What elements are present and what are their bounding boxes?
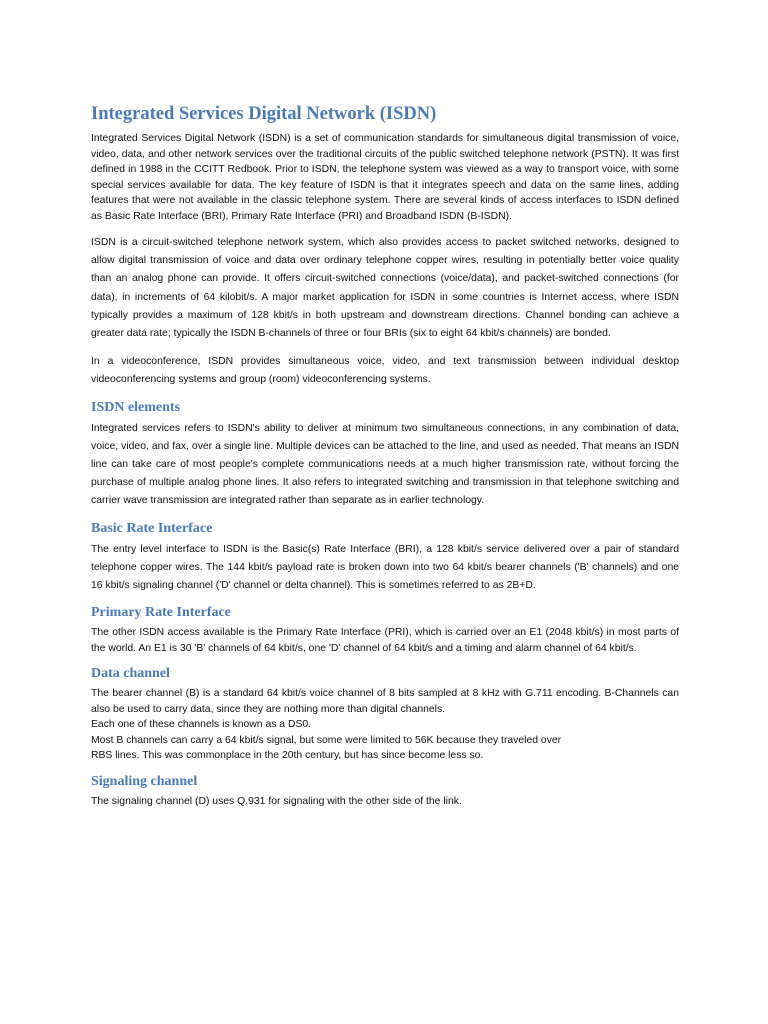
section-heading-data-channel: Data channel bbox=[91, 666, 170, 682]
intro-paragraph-1: Integrated Services Digital Network (ISDN) is a set of communication standards for simultaneous digital transmission of voice, video, data, and other network services over the traditional circuits of the public switched telephone network (PSTN). It was first defined in 1988 in the CCITT Redbook. Prior to ISDN, the telephone system was viewed as a way to transport voice, with some special services available for data. The key feature of ISDN is that it integrates speech and data on the same lines, adding features that were not available in the classic telephone system. There are several kinds of access interfaces to ISDN defined as Basic Rate Interface (BRI), Primary Rate Interface (PRI) and Broadband ISDN (B-ISDN). bbox=[91, 133, 679, 222]
section-body-primary-rate-interface: The other ISDN access available is the Primary Rate Interface (PRI), which is carried over an E1 (2048 kbit/s) in most parts of the world. An E1 is 30 'B' channels of 64 kbit/s, one 'D' channel of 64 kbit/s and a timing and alarm channel of 64 kbit/s. bbox=[91, 627, 679, 654]
data-channel-line-3: RBS lines. This was commonplace in the 20th century, but has since become less so. bbox=[91, 750, 484, 762]
section-body-data-channel: The bearer channel (B) is a standard 64 kbit/s voice channel of 8 bits sampled at 8 kHz with G.711 encoding. B-Channels can also be used to carry data, since they are nothing more than digital channels. bbox=[91, 688, 679, 715]
document-page bbox=[91, 98, 679, 809]
data-channel-line-2: Most B channels can carry a 64 kbit/s signal, but some were limited to 56K because they traveled over bbox=[91, 734, 562, 746]
intro-paragraph-3: In a videoconference, ISDN provides simultaneous voice, video, and text transmission between individual desktop videoconferencing systems and group (room) videoconferencing systems. bbox=[91, 356, 679, 386]
section-body-basic-rate-interface: The entry level interface to ISDN is the Basic(s) Rate Interface (BRI), a 128 kbit/s service delivered over a pair of standard telephone copper wires. The 144 kbit/s payload rate is broken down into two 64 kbit/s bearer channels ('B' channels) and one 16 kbit/s signaling channel ('D' channel or delta channel). This is sometimes referred to as 2B+D. bbox=[91, 543, 679, 592]
section-heading-isdn-elements: ISDN elements bbox=[91, 399, 181, 415]
document-title: Integrated Services Digital Network (ISDN) bbox=[91, 104, 437, 124]
section-heading-signaling-channel: Signaling channel bbox=[91, 773, 198, 789]
section-heading-primary-rate-interface: Primary Rate Interface bbox=[91, 605, 231, 621]
section-body-signaling-channel: The signaling channel (D) uses Q.931 for signaling with the other side of the link. bbox=[91, 795, 462, 807]
section-heading-basic-rate-interface: Basic Rate Interface bbox=[91, 520, 213, 536]
section-body-isdn-elements: Integrated services refers to ISDN's ability to deliver at minimum two simultaneous connections, in any combination of data, voice, video, and fax, over a single line. Multiple devices can be attached to the line, and used as needed. That means an ISDN line can take care of most people's complete communications needs at a much higher transmission rate, without forcing the purchase of multiple analog phone lines. It also refers to integrated switching and transmission in that telephone switching and carrier wave transmission are integrated rather than separate as in earlier technology. bbox=[91, 422, 679, 507]
data-channel-line-1: Each one of these channels is known as a DS0. bbox=[91, 719, 312, 731]
intro-paragraph-2: ISDN is a circuit-switched telephone network system, which also provides access to packet switched networks, designed to allow digital transmission of voice and data over ordinary telephone copper wires, resulting in potentially better voice quality than an analog phone can provide. It offers circuit-switched connections (voice/data), and packet-switched connections (for data), in increments of 64 kilobit/s. A major market application for ISDN in some countries is Internet access, where ISDN typically provides a maximum of 128 kbit/s in both upstream and downstream directions. Channel bonding can achieve a greater data rate; typically the ISDN B-channels of three or four BRIs (six to eight 64 kbit/s channels) are bonded. bbox=[91, 237, 679, 340]
